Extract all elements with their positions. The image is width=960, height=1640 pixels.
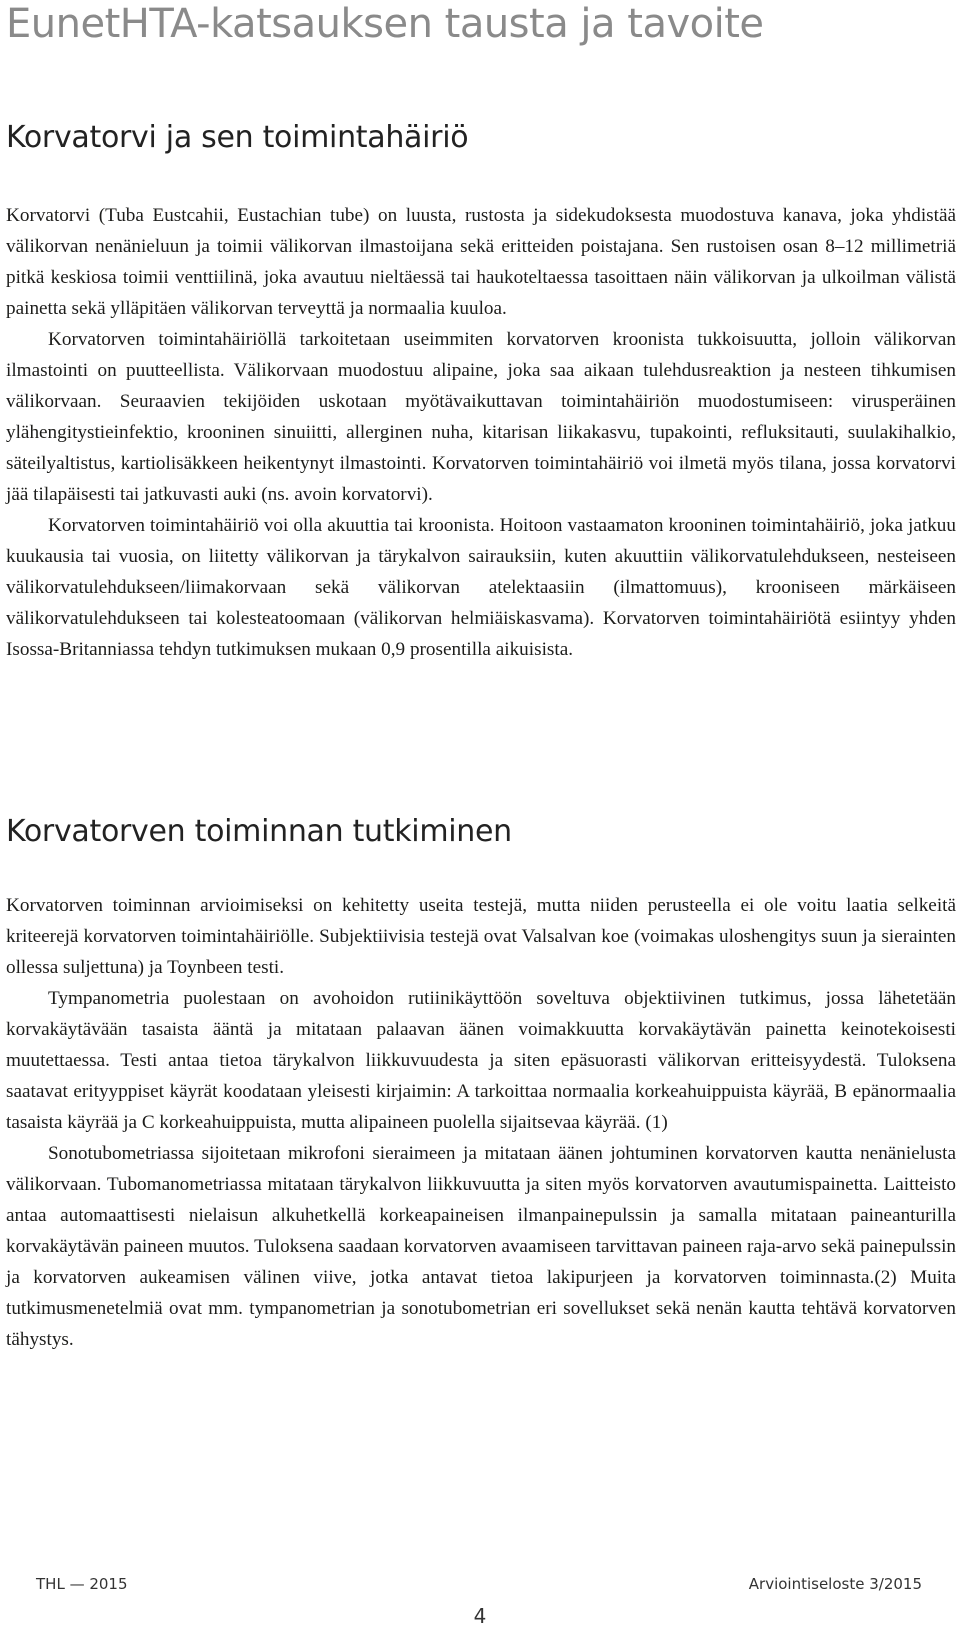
paragraph: Korvatorven toiminnan arvioimiseksi on kehitetty useita testejä, mutta niiden perusteella ei ole voitu laatia selkeitä kriteerejä korvatorven toimintahäiriölle. Subjektiivisia testejä ovat Valsalvan koe (voimakas uloshengitys suun ja sierainten ollessa suljettuna) ja Toynbeen testi. <box>6 895 956 978</box>
section-body-function-testing <box>6 890 956 1355</box>
footer-publisher: THL — 2015 <box>36 1575 128 1593</box>
section-body-eustachian-tube <box>6 200 956 665</box>
paragraph: Sonotubometriassa sijoitetaan mikrofoni sieraimeen ja mitataan äänen johtuminen korvatorven kautta nenänielusta välikorvaan. Tubomanometriassa mitataan tärykalvon liikkuvuutta ja siten myös korvatorven avautumispainetta. Laitteisto antaa automaattisesti nielaisun alkuhetkellä korkeapaineisen ilmanpainepulssin ja samalla mitataan paineanturilla korvakäytävän paineen muutos. Tuloksena saadaan korvatorven avaamiseen tarvittavan paineen raja-arvo sekä painepulssin ja korvatorven aukeamisen välinen viive, jotka antavat tietoa lakipurjeen ja korvatorven toiminnasta.(2) Muita tutkimusmenetelmiä ovat mm. tympanometrian ja sonotubometrian eri sovellukset sekä nenän kautta tehtävä korvatorven tähystys. <box>6 1143 956 1350</box>
paragraph: Korvatorvi (Tuba Eustcahii, Eustachian tube) on luusta, rustosta ja sidekudoksesta muodostuva kanava, joka yhdistää välikorvan nenänieluun ja toimii välikorvan ilmastoijana sekä eritteiden poistajana. Sen rustoisen osan 8–12 millimetriä pitkä keskiosa toimii venttiilinä, joka avautuu nieltäessä tai haukoteltaessa tasoittaen näin välikorvan ja ulkoilman välistä painetta sekä ylläpitäen välikorvan terveyttä ja normaalia kuuloa. <box>6 205 956 319</box>
paragraph: Korvatorven toimintahäiriö voi olla akuuttia tai kroonista. Hoitoon vastaamaton krooninen toimintahäiriö, joka jatkuu kuukausia tai vuosia, on liitetty välikorvan ja tärykalvon sairauksiin, kuten akuuttiin välikorvatulehdukseen, nesteiseen välikorvatulehdukseen/liimakorvaan sekä välikorvan atelektaasiin (ilmattomuus), krooniseen märkäiseen välikorvatulehdukseen tai kolesteatoomaan (välikorvan helmiäiskasvama). Korvatorven toimintahäiriötä esiintyy yhden Isossa-Britanniassa tehdyn tutkimuksen mukaan 0,9 prosentilla aikuisista. <box>6 515 956 660</box>
paragraph: Tympanometria puolestaan on avohoidon rutiinikäyttöön soveltuva objektiivinen tutkimus, jossa lähetetään korvakäytävään tasaista ääntä ja mitataan palaavan äänen voimakkuutta korvakäytävän painetta keinotekoisesti muutettaessa. Testi antaa tietoa tärykalvon liikkuvuudesta ja siten epäsuorasti välikorvan eritteisyydestä. Tuloksena saatavat erityyppiset käyrät koodataan yleisesti kirjaimin: A tarkoittaa normaalia korkeahuippuista käyrää, B epänormaalia tasaista käyrää ja C korkeahuippuista, mutta alipaineen puolella sijaitsevaa käyrää. (1) <box>6 988 956 1133</box>
paragraph: Korvatorven toimintahäiriöllä tarkoitetaan useimmiten korvatorven kroonista tukkoisuutta, jolloin välikorvan ilmastointi on puutteellista. Välikorvaan muodostuu alipaine, joka saa aikaan tulehdusreaktion ja nesteen tihkumisen välikorvaan. Seuraavien tekijöiden uskotaan myötävaikuttavan toimintahäiriön muodostumiseen: virusperäinen ylähengitystieinfektio, krooninen sinuiitti, allerginen nuha, kitarisan liikakasvu, tupakointi, refluksitauti, suulakihalkio, säteilyaltistus, kartiolisäkkeen heikentynyt ilmastointi. Korvatorven toimintahäiriö voi ilmetä myös tilana, jossa korvatorvi jää tilapäisesti tai jatkuvasti auki (ns. avoin korvatorvi). <box>6 329 956 505</box>
footer-publication: Arviointiseloste 3/2015 <box>748 1575 922 1593</box>
section-heading-function-testing: Korvatorven toiminnan tutkiminen <box>6 814 512 849</box>
page-number: 4 <box>473 1604 487 1628</box>
section-heading-eustachian-tube: Korvatorvi ja sen toimintahäiriö <box>6 120 469 155</box>
page-title: EunetHTA-katsauksen tausta ja tavoite <box>6 1 764 47</box>
